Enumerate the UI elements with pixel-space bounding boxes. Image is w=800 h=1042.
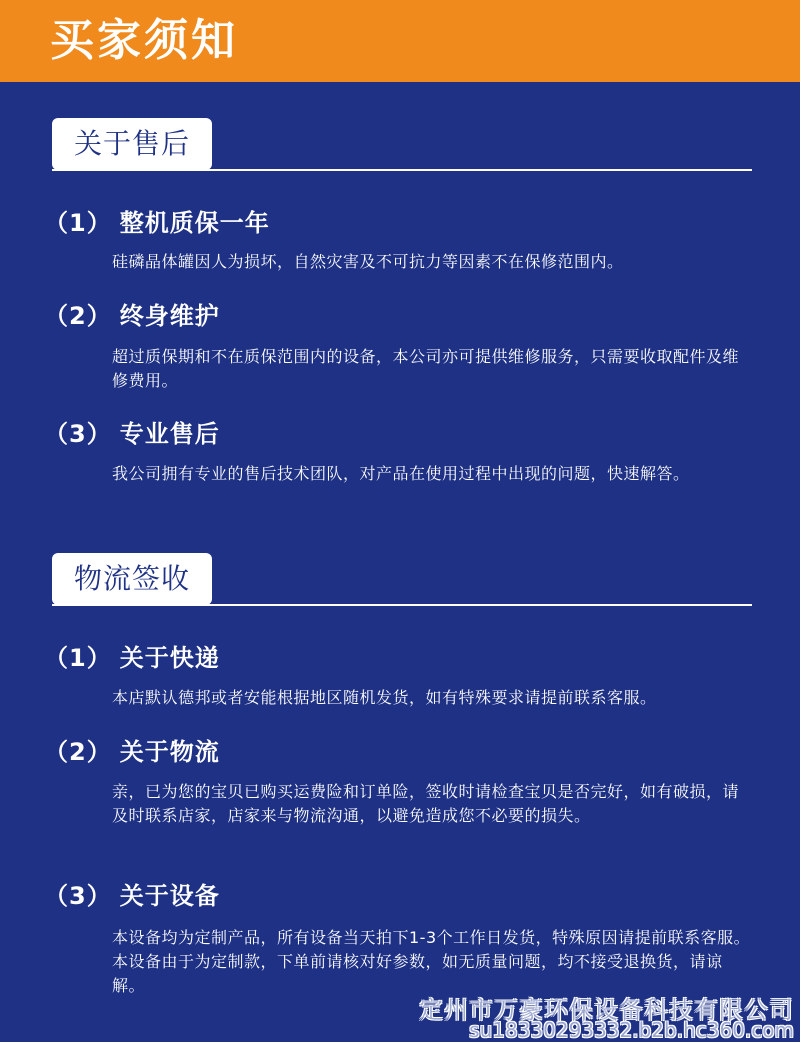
item-description bbox=[112, 926, 752, 998]
item-description bbox=[112, 462, 752, 486]
item-title: 关于物流 bbox=[119, 738, 220, 766]
item-heading bbox=[44, 736, 220, 768]
item-title: 终身维护 bbox=[119, 302, 220, 330]
section-tab-after-sales: 关于售后 bbox=[52, 118, 212, 170]
item-text: 本设备由于为定制款，下单前请核对好参数，如无质量问题，均不接受退换货，请谅解。 bbox=[112, 952, 723, 995]
item-title: 整机质保一年 bbox=[119, 209, 270, 237]
item-number: （1） bbox=[44, 644, 112, 672]
item-number: （2） bbox=[44, 738, 112, 766]
item-number: （2） bbox=[44, 302, 112, 330]
item-heading bbox=[44, 418, 220, 450]
watermark-url: su18330293332.b2b.hc360.com bbox=[469, 1018, 794, 1042]
item-heading bbox=[44, 300, 220, 332]
item-text: 硅磷晶体罐因人为损坏，自然灾害及不可抗力等因素不在保修范围内。 bbox=[112, 252, 624, 271]
section-divider bbox=[52, 169, 752, 171]
item-number: （3） bbox=[44, 420, 112, 448]
section-tab-logistics: 物流签收 bbox=[52, 553, 212, 605]
item-title: 专业售后 bbox=[119, 420, 220, 448]
item-title: 关于设备 bbox=[119, 882, 220, 910]
item-text: 本设备均为定制产品，所有设备当天拍下1-3个工作日发货，特殊原因请提前联系客服。 bbox=[112, 928, 751, 947]
page-title: 买家须知 bbox=[50, 15, 238, 66]
item-description bbox=[112, 345, 752, 393]
item-number: （3） bbox=[44, 882, 112, 910]
item-description bbox=[112, 780, 752, 828]
item-number: （1） bbox=[44, 209, 112, 237]
item-text: 亲，已为您的宝贝已购买运费险和订单险，签收时请检查宝贝是否完好，如有破损，请及时联系店家，店家来与物流沟通，以避免造成您不必要的损失。 bbox=[112, 782, 740, 825]
item-text: 本店默认德邦或者安能根据地区随机发货，如有特殊要求请提前联系客服。 bbox=[112, 688, 657, 707]
item-text: 我公司拥有专业的售后技术团队，对产品在使用过程中出现的问题，快速解答。 bbox=[112, 464, 690, 483]
item-description bbox=[112, 250, 752, 274]
item-heading bbox=[44, 642, 220, 674]
item-text: 超过质保期和不在质保范围内的设备，本公司亦可提供维修服务，只需要收取配件及维修费用。 bbox=[112, 347, 740, 390]
item-heading bbox=[44, 880, 220, 912]
item-heading bbox=[44, 207, 270, 239]
section-divider bbox=[52, 604, 752, 606]
watermark-company: 定州市万豪环保设备科技有限公司 bbox=[419, 996, 794, 1024]
item-title: 关于快递 bbox=[119, 644, 220, 672]
header-bar bbox=[0, 0, 800, 82]
item-description bbox=[112, 686, 752, 710]
